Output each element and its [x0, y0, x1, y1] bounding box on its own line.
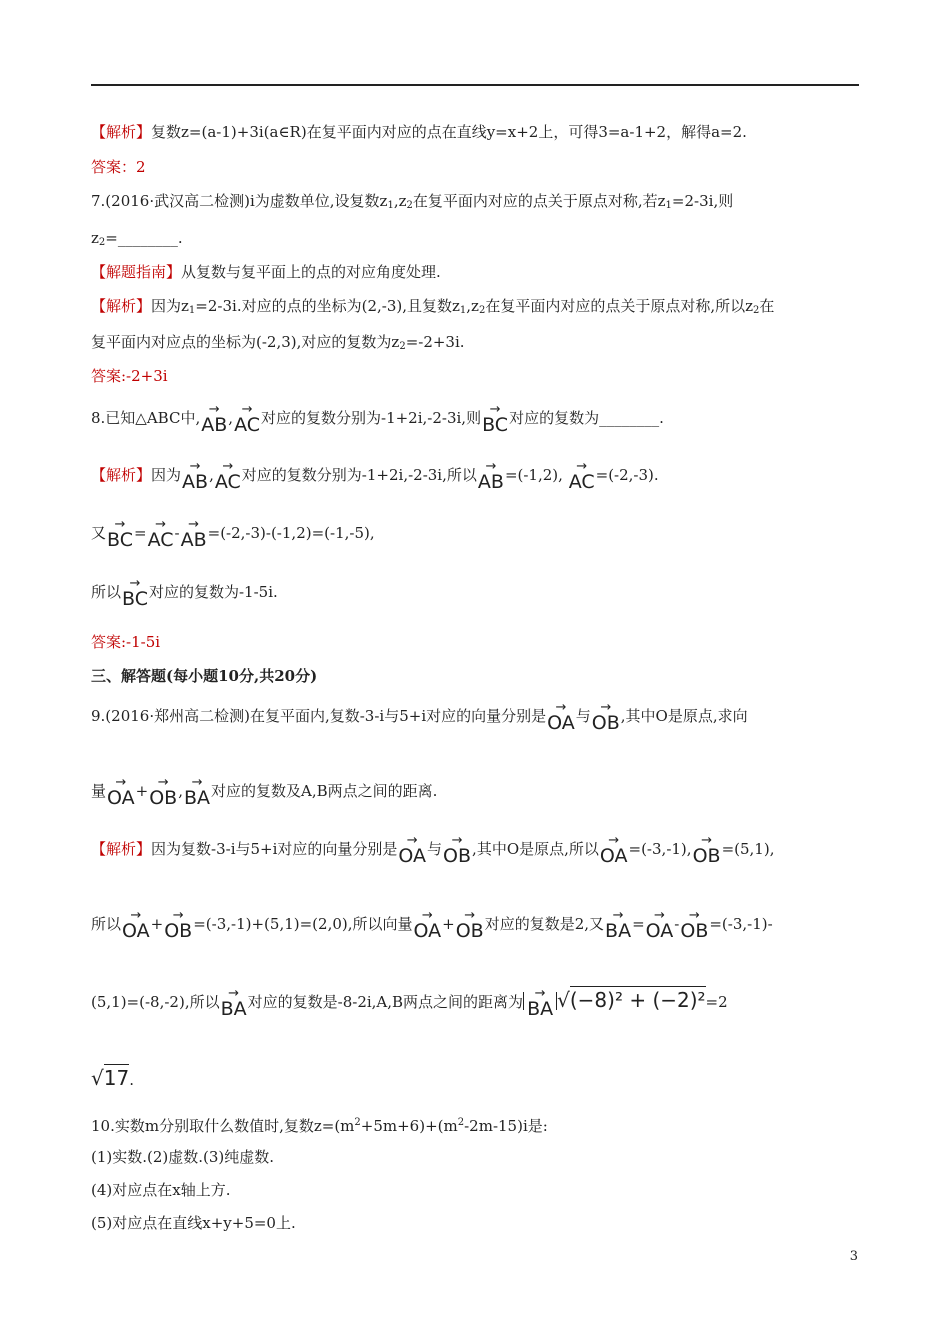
q7-stem: 7.(2016·武汉高二检测)i为虚数单位,设复数$z_1,z_2$在复平面内对应的点关于原点对称,若$z_1=2-3i$,则 — [91, 192, 734, 211]
q7-analysis-2: 复平面内对应点的坐标为(-2,3),对应的复数为$z_2=-2+3i$. — [91, 333, 465, 352]
q6-answer: 答案：2 — [91, 158, 146, 176]
q9-stem-2: 量→ OA+→ OB,→ BA对应的复数及A,B两点之间的距离. — [91, 781, 437, 807]
q8-analysis-2: 又→ BC=→ AC-→ AB=(-2,-3)-(-1,2)=(-1,-5), — [91, 523, 375, 549]
q9-analysis: 【解析】因为复数-3-i与5+i对应的向量分别是→ OA与→ OB,其中O是原点,所以→ OA=(-3,-1),→ OB=(5,1), — [91, 839, 774, 865]
q10-part-1: (1)实数.(2)虚数.(3)纯虚数. — [91, 1148, 275, 1166]
q7-stem-2: $z_2=\_\_\_\_\_\_\_\_$. — [91, 229, 183, 248]
sqrt-expression: √(−8)² + (−2)² — [557, 988, 706, 1012]
q9-stem: 9.(2016·郑州高二检测)在复平面内,复数-3-i与5+i对应的向量分别是→ OA与→ OB,其中O是原点,求向 — [91, 706, 748, 732]
page-number: 3 — [849, 1249, 858, 1264]
q6-analysis: 【解析】复数z=(a-1)+3i(a∈R)在复平面内对应的点在直线y=x+2上，可得3=a-1+2，解得a=2. — [91, 123, 747, 141]
q10-part-2: (4)对应点在x轴上方. — [91, 1181, 231, 1199]
vector-bc: → BC — [482, 412, 508, 434]
section-heading: 三、解答题(每小题10分,共20分) — [91, 667, 318, 685]
q9-sqrt17: √17. — [91, 1066, 134, 1090]
guide-tag: 【解题指南】 — [91, 263, 182, 281]
q8-answer: 答案:-1-5i — [91, 633, 161, 651]
q9-analysis-2: 所以→ OA+→ OB=(-3,-1)+(5,1)=(2,0),所以向量→ OA+→ OB对应的复数是2,又→ BA=→ OA-→ OB=(-3,-1)- — [91, 914, 773, 940]
vector-ob: → OB — [592, 710, 620, 732]
analysis-tag: 【解析】 — [91, 123, 152, 141]
q8-analysis: 【解析】因为→ AB,→ AC对应的复数分别为-1+2i,-2-3i,所以→ AB=(-1,2), → AC=(-2,-3). — [91, 465, 659, 491]
q7-analysis: 【解析】因为$z_1=2-3i$.对应的点的坐标为(2,-3),且复数$z_1,z_2$在复平面内对应的点关于原点对称,所以$z_2$在 — [91, 297, 775, 316]
q10-part-3: (5)对应点在直线x+y+5=0上. — [91, 1214, 296, 1232]
vector-ac: → AC — [234, 412, 260, 434]
vector-oa: → OA — [547, 710, 575, 732]
magnitude-bars: → BA — [523, 992, 557, 1010]
header-rule — [91, 84, 859, 86]
q8-stem: 8.已知△ABC中,→ AB,→ AC对应的复数分别为-1+2i,-2-3i,则→ BC对应的复数为________. — [91, 408, 664, 434]
vector-ba: → BA — [184, 785, 210, 807]
vector-ab: → AB — [201, 412, 227, 434]
q7-guide: 【解题指南】从复数与复平面上的点的对应角度处理. — [91, 263, 441, 281]
q8-analysis-3: 所以→ BC对应的复数为-1-5i. — [91, 582, 278, 608]
q10-stem: 10.实数m分别取什么数值时,复数$z=(m^2+5m+6)+(m^2-2m-15)i$是: — [91, 1117, 548, 1135]
q7-answer: 答案:-2+3i — [91, 367, 168, 385]
q9-analysis-3: (5,1)=(-8,-2),所以→ BA对应的复数是-8-2i,A,B两点之间的距离为→ BA √(−8)² + (−2)²=2 — [91, 990, 728, 1018]
